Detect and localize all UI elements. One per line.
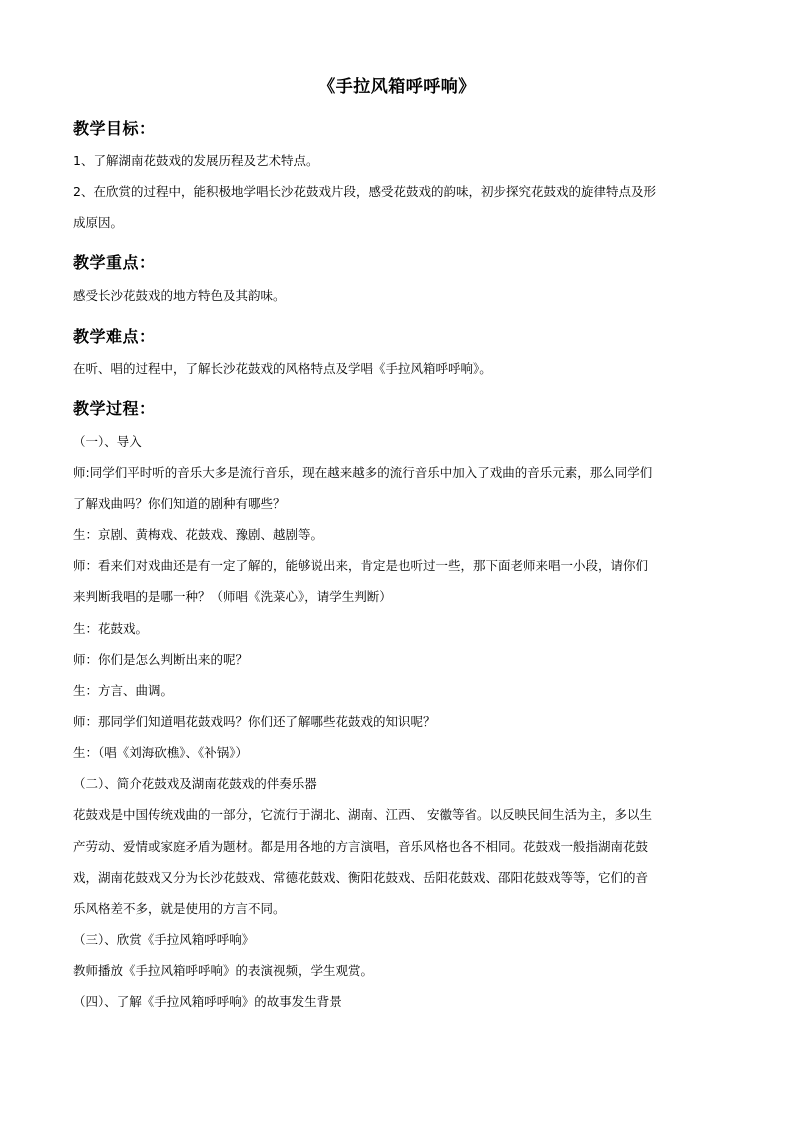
section-heading-key-points: 教学重点：: [73, 253, 156, 272]
goal-line-1: 1、了解湖南花鼓戏的发展历程及艺术特点。: [73, 153, 319, 168]
process-line: （二）、简介花鼓戏及湖南花鼓戏的伴奏乐器: [73, 776, 317, 791]
difficulty-line-1: 在听、唱的过程中，了解长沙花鼓戏的风格特点及学唱《手拉风箱呼呼响》。: [73, 361, 492, 376]
process-line: 了解戏曲吗？你们知道的剧种有哪些？: [73, 496, 286, 511]
section-heading-difficulties: 教学难点：: [73, 327, 156, 346]
process-line: 师：你们是怎么判断出来的呢？: [73, 652, 249, 667]
process-line: 教师播放《手拉风箱呼呼响》的表演视频，学生观赏。: [73, 963, 374, 978]
process-line: （一）、导入: [73, 434, 142, 449]
process-line: 生：京剧、黄梅戏、花鼓戏、豫剧、越剧等。: [73, 527, 324, 542]
process-line: 乐风格差不多，就是使用的方言不同。: [73, 901, 286, 916]
section-heading-process: 教学过程：: [73, 399, 156, 418]
key-point-line-1: 感受长沙花鼓戏的地方特色及其韵味。: [73, 288, 286, 303]
process-line: 花鼓戏是中国传统戏曲的一部分，它流行于湖北、湖南、江西、 安徽等省。以反映民间生活为主，多以生: [73, 807, 652, 822]
process-line: 生：方言、曲调。: [73, 683, 174, 698]
section-heading-goals: 教学目标：: [73, 119, 156, 138]
process-line: 产劳动、爱情或家庭矛盾为题材。都是用各地的方言演唱，音乐风格也各不相同。花鼓戏一般指湖南花鼓: [73, 839, 649, 854]
process-line: 师：看来们对戏曲还是有一定了解的，能够说出来，肯定是也听过一些，那下面老师来唱一小段，请你们: [73, 558, 649, 573]
goal-line-3: 成原因。: [73, 215, 124, 230]
process-line: 生：花鼓戏。: [73, 621, 149, 636]
process-line: （三）、欣赏《手拉风箱呼呼响》: [73, 932, 255, 947]
goal-line-2: 2、在欣赏的过程中，能积极地学唱长沙花鼓戏片段，感受花鼓戏的韵味，初步探究花鼓戏的旋律特点及形: [73, 184, 656, 199]
document-title: 《手拉风箱呼呼响》: [318, 77, 476, 97]
process-line: 师:同学们平时听的音乐大多是流行音乐，现在越来越多的流行音乐中加入了戏曲的音乐元素，那么同学们: [73, 465, 653, 480]
process-line: 来判断我唱的是哪一种？（师唱《洗菜心》，请学生判断）: [73, 589, 392, 604]
process-line: 戏，湖南花鼓戏又分为长沙花鼓戏、常德花鼓戏、衡阳花鼓戏、岳阳花鼓戏、邵阳花鼓戏等等，它们的音: [73, 870, 649, 885]
process-line: 生：（唱《刘海砍樵》、《补锅》）: [73, 745, 249, 760]
process-line: （四）、了解《手拉风箱呼呼响》的故事发生背景: [73, 994, 342, 1009]
process-line: 师：那同学们知道唱花鼓戏吗？你们还了解哪些花鼓戏的知识呢？: [73, 714, 436, 729]
